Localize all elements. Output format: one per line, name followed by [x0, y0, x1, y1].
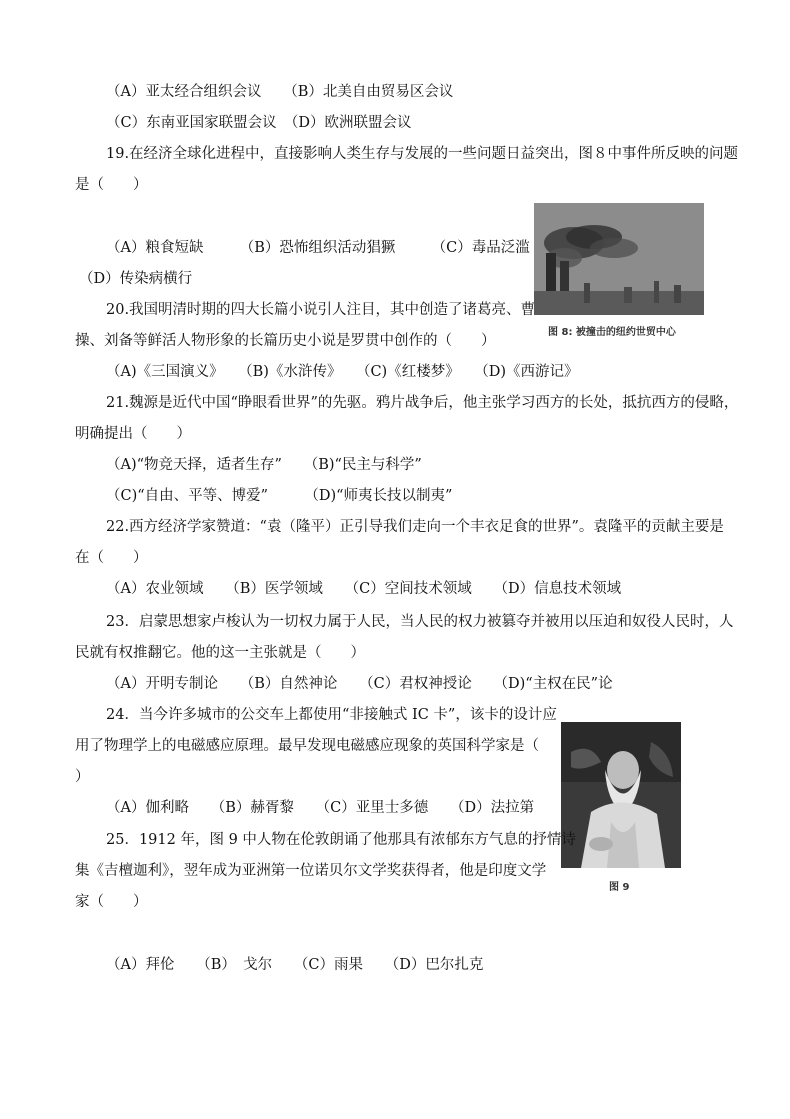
q19-options-row1: （A）粮食短缺 （B）恐怖组织活动猖獗 （C）毒品泛滥 [106, 240, 530, 256]
q23-options: （A）开明专制论 （B）自然神论 （C）君权神授论 （D)“主权在民”论 [106, 676, 613, 692]
q20-options: （A)《三国演义》 （B)《水浒传》 （C)《红楼梦》 （D)《西游记》 [106, 364, 579, 380]
q19-stem-line1: 19.在经济全球化进程中，直接影响人类生存与发展的一些问题日益突出，图８中事件所反映的问题 [106, 146, 739, 162]
q25-stem-line1: 25．1912 年，图 9 中人物在伦敦朗诵了他那具有浓郁东方气息的抒情诗 [106, 832, 576, 848]
q20-stem-line1: 20.我国明清时期的四大长篇小说引人注目，其中创造了诸葛亮、曹 [106, 302, 536, 318]
world-trade-center-smoke-image [534, 203, 704, 315]
figure-9-caption: 图 9 [609, 882, 630, 893]
q25-stem-line3: 家（ ） [75, 894, 148, 910]
portrait-of-poet-image [561, 722, 681, 868]
q24-stem-line2: 用了物理学上的电磁感应原理。最早发现电磁感应现象的英国科学家是（ [75, 738, 539, 754]
q21-options-row2: （C)“自由、平等、博爱” （D)“师夷长技以制夷” [106, 488, 453, 504]
q21-options-row1: （A)“物竞天择，适者生存” （B)“民主与科学” [106, 457, 422, 473]
q20-stem-line2: 操、刘备等鲜活人物形象的长篇历史小说是罗贯中创作的（ ） [75, 333, 496, 349]
q19-options-row2: （D）传染病横行 [79, 271, 193, 287]
q25-stem-line2: 集《吉檀迦利》，翌年成为亚洲第一位诺贝尔文学奖获得者，他是印度文学 [75, 863, 547, 879]
figure-9-photo [561, 722, 681, 868]
q22-options: （A）农业领域 （B）医学领域 （C）空间技术领域 （D）信息技术领域 [106, 581, 622, 597]
q24-options: （A）伽利略 （B）赫胥黎 （C）亚里士多德 （D）法拉第 [106, 800, 535, 816]
q22-stem-line2: 在（ ） [75, 550, 148, 566]
q18-options-row2: （C）东南亚国家联盟会议 （D）欧洲联盟会议 [106, 115, 412, 131]
q21-stem-line1: 21.魏源是近代中国“睁眼看世界”的先驱。鸦片战争后，他主张学习西方的长处，抵抗西方的侵略， [106, 395, 739, 411]
figure-8-photo [534, 203, 704, 315]
q23-stem-line1: 23．启蒙思想家卢梭认为一切权力属于人民，当人民的权力被篡夺并被用以压迫和奴役人民时，人 [106, 614, 734, 630]
q18-options-row1: （A）亚太经合组织会议 （B）北美自由贸易区会议 [106, 84, 454, 100]
q22-stem-line1: 22.西方经济学家赞道：“袁（隆平）正引导我们走向一个丰衣足食的世界”。袁隆平的贡献主要是 [106, 519, 724, 535]
q25-options: （A）拜伦 （B） 戈尔 （C）雨果 （D）巴尔扎克 [106, 957, 484, 973]
q19-stem-line2: 是（ ） [75, 177, 148, 193]
figure-8-caption: 图 8: 被撞击的纽约世贸中心 [548, 327, 676, 338]
q21-stem-line2: 明确提出（ ） [75, 426, 191, 442]
q23-stem-line2: 民就有权推翻它。他的这一主张就是（ ） [75, 645, 365, 661]
q24-stem-line1: 24．当今许多城市的公交车上都使用“非接触式 IC 卡”，该卡的设计应 [106, 707, 557, 723]
q24-stem-line3: ） [75, 769, 90, 785]
